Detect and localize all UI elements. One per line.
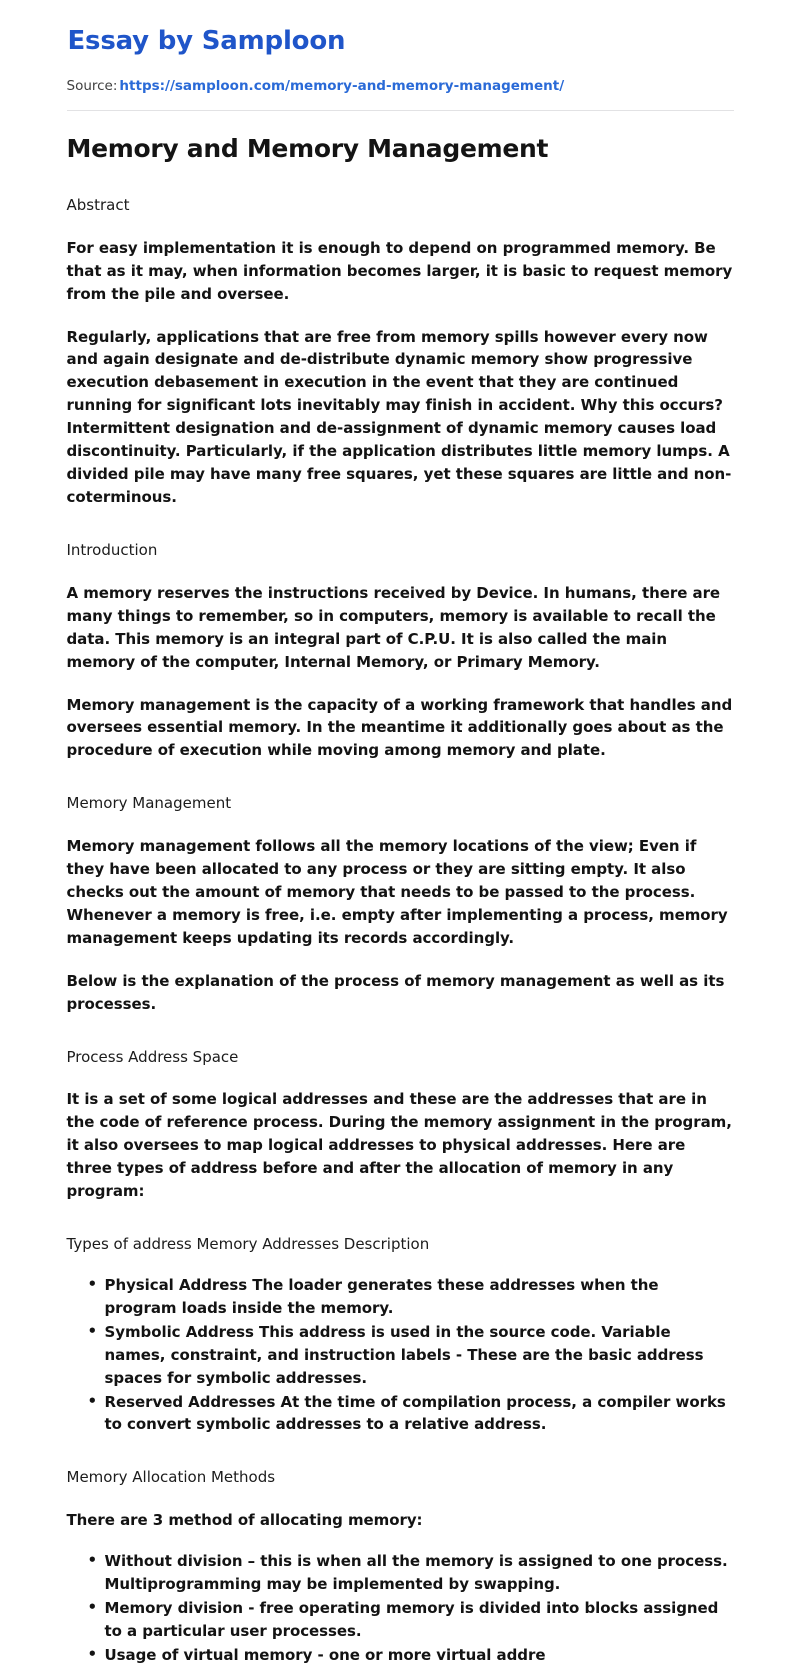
bullet-list [67, 1550, 734, 1667]
list-item: • Without division – this is when all the memory is assigned to one process. Multiprogramming may be implemented by swapping. [105, 1550, 734, 1596]
list-item: • Usage of virtual memory - one or more virtual addre [105, 1644, 734, 1667]
section-heading: Introduction [66, 541, 158, 560]
list-item: • Symbolic Address This address is used in the source code. Variable names, constraint, and instruction labels - These are the basic address spaces for symbolic addresses. [105, 1321, 734, 1390]
body-paragraph: Memory management follows all the memory locations of the view; Even if they have been allocated to any process or they are sitting empty. It also checks out the amount of memory that needs to be passed to the process. Whenever a memory is free, i.e. empty after implementing a process, memory management keeps updating its records accordingly. [66, 837, 728, 947]
body-paragraph: Memory management is the capacity of a working framework that handles and oversees essential memory. In the meantime it additionally goes about as the procedure of execution while moving among memory and plate. [66, 695, 733, 760]
section-heading: Abstract [66, 195, 130, 214]
header-divider [67, 110, 734, 111]
bullet-list [67, 1274, 734, 1437]
section-heading: Memory Management [66, 794, 232, 813]
list-item: • Physical Address The loader generates these addresses when the program loads inside the memory. [105, 1274, 734, 1320]
body-paragraph: Regularly, applications that are free from memory spills however every now and again designate and de-distribute dynamic memory show progressive execution debasement in execution in the event that they are continued running for significant lots inevitably may finish in accident. Why this occurs? Intermittent designation and de-assignment of dynamic memory causes load discontinuity. Particularly, if the application distributes little memory lumps. A divided pile may have many free squares, yet these squares are little and non-coterminous. [66, 327, 732, 507]
source-label: Source: [66, 78, 118, 95]
body-paragraph: For easy implementation it is enough to depend on programmed memory. Be that as it may, when information becomes larger, it is basic to request memory from the pile and oversee. [66, 238, 733, 303]
section-heading: Process Address Space [66, 1047, 239, 1066]
list-item: • Memory division - free operating memory is divided into blocks assigned to a particular user processes. [105, 1597, 734, 1643]
section-heading: Memory Allocation Methods [66, 1468, 276, 1487]
body-paragraph: Below is the explanation of the process of memory management as well as its processes. [66, 971, 725, 1013]
list-item: • Reserved Addresses At the time of compilation process, a compiler works to convert symbolic addresses to a relative address. [105, 1391, 734, 1437]
source-url-link[interactable]: https://samploon.com/memory-and-memory-management/ [119, 78, 565, 95]
site-brand-logo[interactable]: Essay by Samploon [67, 26, 346, 56]
source-line [67, 78, 734, 96]
section-heading: Types of address Memory Addresses Description [66, 1235, 430, 1254]
page-title: Memory and Memory Management [66, 133, 549, 163]
body-paragraph: It is a set of some logical addresses and these are the addresses that are in the code of reference process. During the memory assignment in the program, it also oversees to map logical addresses to physical addresses. Here are three types of address before and after the allocation of memory in any program: [66, 1090, 732, 1201]
body-paragraph: There are 3 method of allocating memory: [66, 1511, 423, 1530]
document-body [67, 195, 734, 1667]
content-wrapper [67, 0, 734, 1667]
body-paragraph: A memory reserves the instructions received by Device. In humans, there are many things to remember, so in computers, memory is available to recall the data. This memory is an integral part of C.P.U. It is also called the main memory of the computer, Internal Memory, or Primary Memory. [66, 583, 721, 671]
